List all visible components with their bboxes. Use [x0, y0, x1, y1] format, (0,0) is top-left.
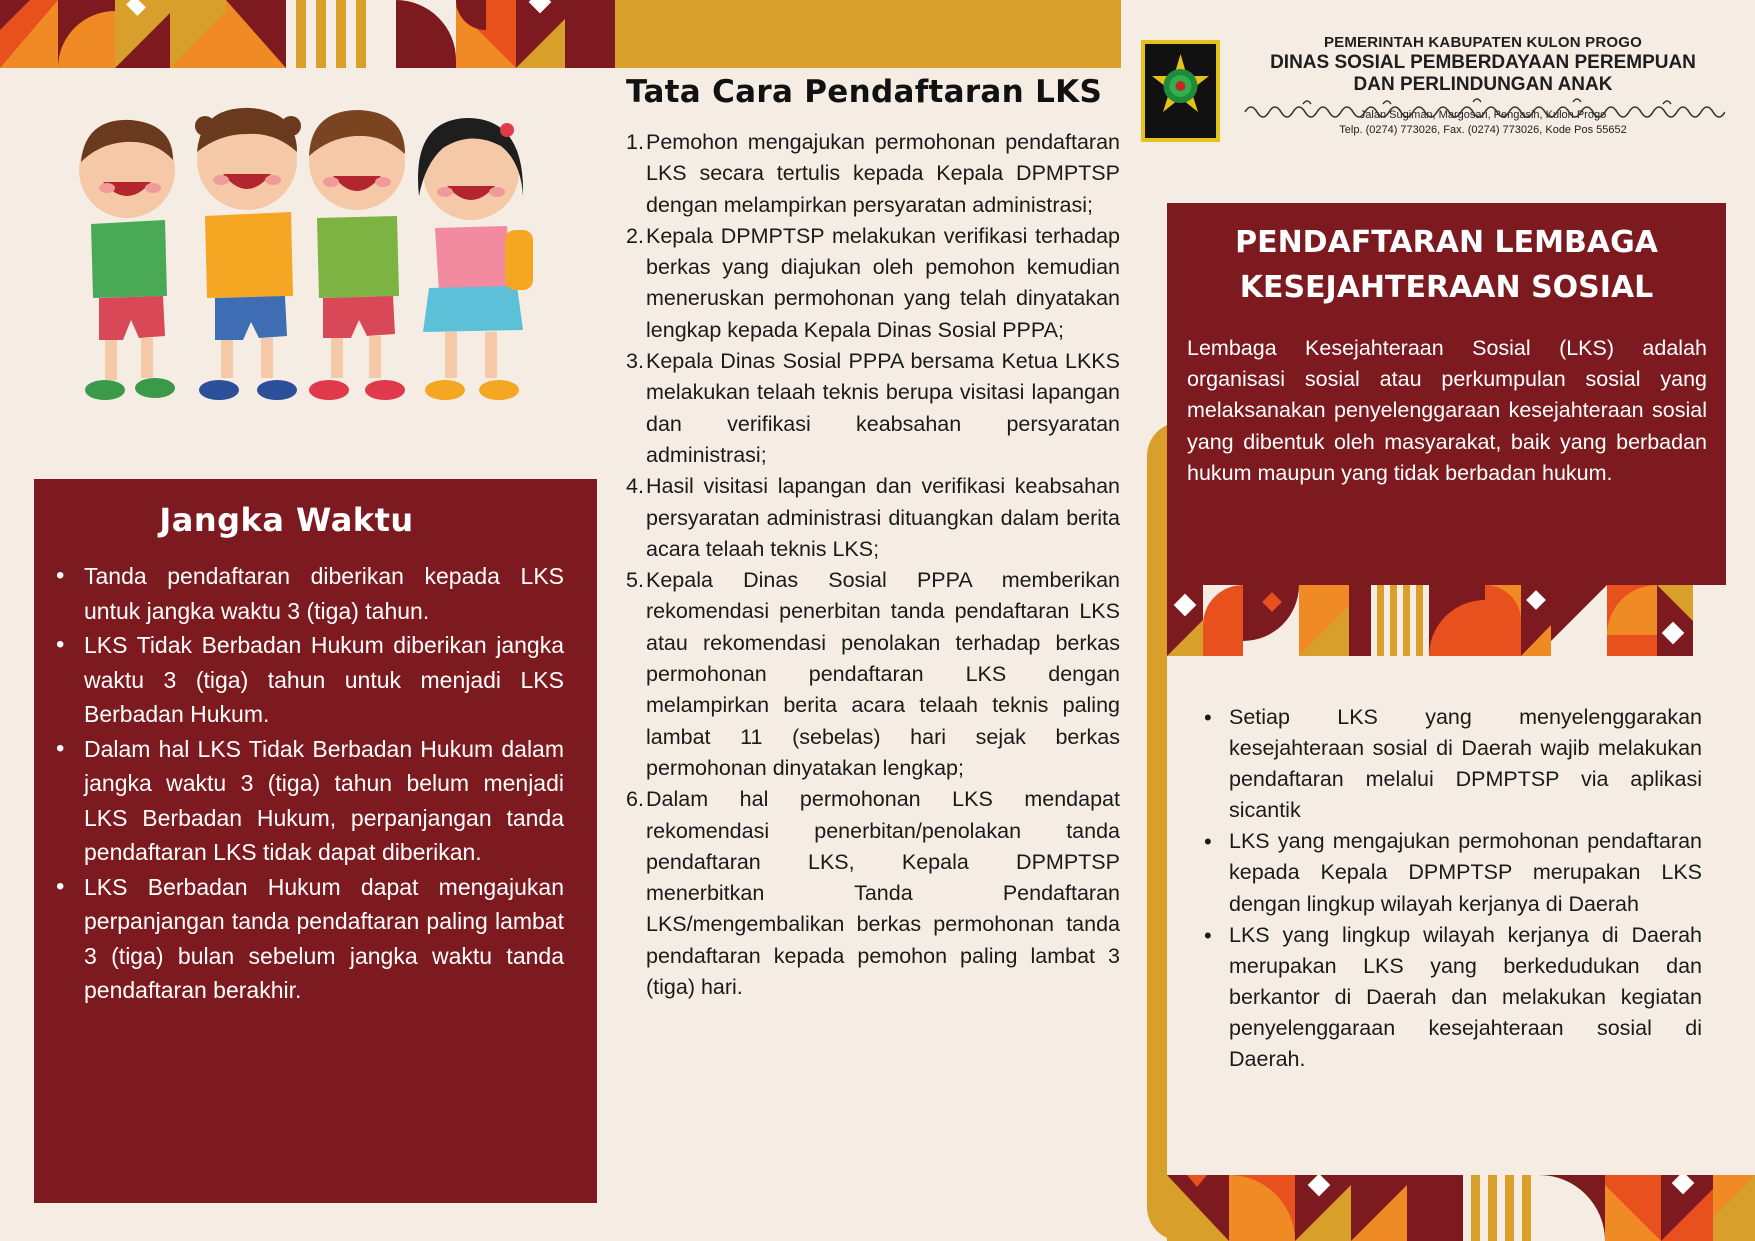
jangka-waktu-panel — [34, 479, 597, 1203]
list-number: 1. — [626, 130, 644, 154]
pendaftaran-title — [1167, 220, 1726, 310]
tata-cara-list — [626, 127, 1120, 1003]
list-text: Kepala Dinas Sosial PPPA memberikan rekomendasi penerbitan tanda pendaftaran LKS atau rekomendasi penolakan terhadap berkas permohonan pendaftaran LKS dengan melampirkan berita acara telaah teknis paling lambat 11 (sebelas) hari sejak berkas permohonan dinyatakan lengkap; — [646, 568, 1120, 780]
list-item: • Setiap LKS yang menyelenggarakan kesejahteraan sosial di Daerah wajib melakukan pendaftaran melalui DPMPTSP via aplikasi sicantik — [1229, 702, 1702, 826]
agency-name-line1: DINAS SOSIAL PEMBERDAYAAN PEREMPUAN — [1270, 52, 1696, 73]
jangka-waktu-title: Jangka Waktu — [159, 501, 414, 539]
jangka-waktu-list — [84, 559, 564, 1008]
children-illustration — [55, 100, 545, 420]
pendaftaran-description: Lembaga Kesejahteraan Sosial (LKS) adalah organisasi sosial atau perkumpulan sosial yang melaksanakan penyelenggaraan kesejahteraan sosial yang dibentuk oleh masyarakat, baik yang berbadan hukum maupun yang tidak berbadan hukum. — [1187, 336, 1707, 485]
list-text: Hasil visitasi lapangan dan verifikasi keabsahan persyaratan administrasi dituangkan dalam berita acara telaah teknis LKS; — [646, 474, 1120, 561]
list-number: 2. — [626, 223, 644, 248]
list-item — [626, 221, 1120, 346]
contact: Telp. (0274) 773026, Fax. (0274) 773026, Kode Pos 55652 — [1339, 124, 1627, 136]
list-item: • Tanda pendaftaran diberikan kepada LKS untuk jangka waktu 3 (tiga) tahun. — [84, 559, 564, 628]
list-item — [626, 565, 1120, 784]
address: Jalan Sugiman, Margosari, Pengasih, Kulon Progo — [1359, 109, 1607, 121]
kulon-progo-logo — [1141, 40, 1220, 142]
right-middle-pattern — [1167, 585, 1726, 656]
list-item: • Dalam hal LKS Tidak Berbadan Hukum dalam jangka waktu 3 (tiga) tahun belum menjadi LKS Berbadan Hukum, perpanjangan tanda pendaftaran LKS tidak dapat diberikan. — [84, 732, 564, 870]
javanese-script-line — [1243, 98, 1725, 122]
list-number: 6. — [626, 787, 644, 812]
tata-cara-title: Tata Cara Pendaftaran LKS — [626, 74, 1103, 110]
government-name: PEMERINTAH KABUPATEN KULON PROGO — [1323, 34, 1643, 51]
list-item — [626, 346, 1120, 471]
top-mustard-band — [615, 0, 1121, 68]
pendaftaran-title-line1: PENDAFTARAN LEMBAGA — [1235, 225, 1658, 260]
list-text: Dalam hal permohonan LKS mendapat rekomendasi penerbitan/penolakan tanda pendaftaran LKS, Kepala DPMPTSP menerbitkan Tanda Pendaftaran LKS/mengembalikan berkas permohonan tanda pendaftaran kepada pemohon paling lambat 3 (tiga) hari. — [646, 787, 1120, 1000]
top-left-pattern — [0, 0, 615, 68]
list-item — [626, 127, 1120, 221]
ketentuan-list — [1229, 702, 1702, 1075]
list-text: Pemohon mengajukan permohonan pendaftaran LKS secara tertulis kepada Kepala DPMPTSP dengan melampirkan persyaratan administrasi; — [646, 130, 1120, 217]
list-text: Kepala DPMPTSP melakukan verifikasi terhadap berkas yang diajukan oleh pemohon kemudian meneruskan permohonan yang telah dinyatakan lengkap kepada Kepala Dinas Sosial PPPA; — [646, 223, 1120, 342]
list-item — [626, 784, 1120, 1003]
list-item: • LKS Berbadan Hukum dapat mengajukan perpanjangan tanda pendaftaran paling lambat 3 (tiga) bulan sebelum jangka waktu tanda pendaftaran berakhir. — [84, 870, 564, 1008]
list-item: • LKS Tidak Berbadan Hukum diberikan jangka waktu 3 (tiga) tahun untuk menjadi LKS Berbadan Hukum. — [84, 628, 564, 732]
list-item: • LKS yang lingkup wilayah kerjanya di Daerah merupakan LKS yang berkedudukan dan berkantor di Daerah dan melakukan kegiatan penyelenggaraan kesejahteraan sosial di Daerah. — [1229, 920, 1702, 1075]
pendaftaran-lks-panel — [1167, 203, 1726, 585]
list-number: 4. — [626, 474, 644, 499]
list-item — [626, 471, 1120, 565]
list-number: 3. — [626, 349, 644, 374]
list-item: • LKS yang mengajukan permohonan pendaftaran kepada Kepala DPMPTSP merupakan LKS dengan lingkup wilayah kerjanya di Daerah — [1229, 826, 1702, 919]
list-number: 5. — [626, 568, 644, 593]
list-text: Kepala Dinas Sosial PPPA bersama Ketua LKKS melakukan telaah teknis berupa visitasi lapangan dan verifikasi keabsahan persyaratan administrasi; — [646, 349, 1120, 467]
pendaftaran-title-line2: KESEJAHTERAAN SOSIAL — [1239, 270, 1654, 305]
bottom-right-pattern — [1167, 1175, 1755, 1241]
agency-name-line2: DAN PERLINDUNGAN ANAK — [1353, 74, 1613, 95]
